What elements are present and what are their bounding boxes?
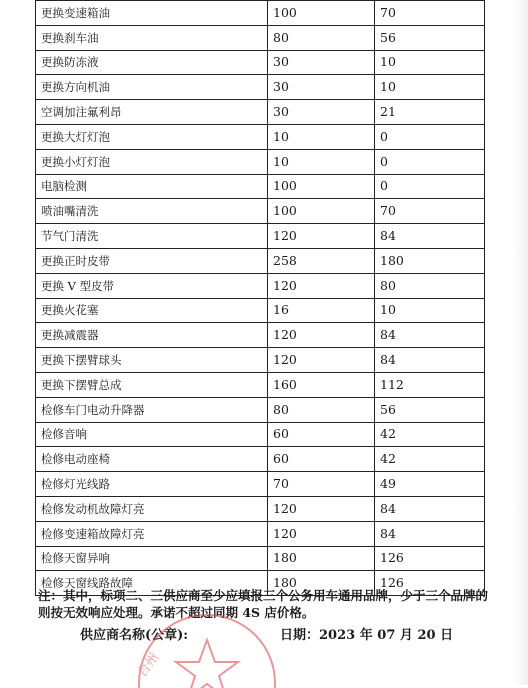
discount-price-cell: 49	[375, 472, 485, 497]
discount-price-cell: 0	[375, 174, 485, 199]
price-cell: 120	[268, 323, 375, 348]
discount-price-cell: 112	[375, 372, 485, 397]
table-row	[36, 372, 485, 397]
service-item-cell: 检修电动座椅	[36, 447, 268, 472]
service-item-cell: 更换火花塞	[36, 298, 268, 323]
table-row	[36, 298, 485, 323]
price-cell: 120	[268, 224, 375, 249]
service-item-cell: 更换变速箱油	[36, 1, 268, 26]
service-item-cell: 更换大灯灯泡	[36, 124, 268, 149]
price-table-body	[36, 1, 485, 596]
price-cell: 120	[268, 496, 375, 521]
table-row	[36, 422, 485, 447]
price-cell: 10	[268, 149, 375, 174]
table-row	[36, 75, 485, 100]
discount-price-cell: 70	[375, 199, 485, 224]
discount-price-cell: 0	[375, 149, 485, 174]
table-row	[36, 273, 485, 298]
service-item-cell: 检修音响	[36, 422, 268, 447]
service-item-cell: 更换下摆臂总成	[36, 372, 268, 397]
price-cell: 120	[268, 521, 375, 546]
discount-price-cell: 84	[375, 224, 485, 249]
service-item-cell: 喷油嘴清洗	[36, 199, 268, 224]
discount-price-cell: 84	[375, 348, 485, 373]
table-row	[36, 224, 485, 249]
discount-price-cell: 56	[375, 397, 485, 422]
date-day-unit: 日	[440, 628, 454, 643]
discount-price-cell: 21	[375, 100, 485, 125]
price-cell: 30	[268, 50, 375, 75]
price-cell: 180	[268, 571, 375, 596]
price-cell: 30	[268, 100, 375, 125]
discount-price-cell: 10	[375, 298, 485, 323]
discount-price-cell: 126	[375, 546, 485, 571]
table-row	[36, 100, 485, 125]
price-cell: 160	[268, 372, 375, 397]
table-row	[36, 348, 485, 373]
price-cell: 70	[268, 472, 375, 497]
table-row	[36, 1, 485, 26]
service-item-cell: 更换方向机油	[36, 75, 268, 100]
service-item-cell: 节气门清洗	[36, 224, 268, 249]
scan-edge-shadow	[514, 0, 528, 685]
discount-price-cell: 180	[375, 248, 485, 273]
service-item-cell: 空调加注氟利昂	[36, 100, 268, 125]
price-cell: 30	[268, 75, 375, 100]
table-row	[36, 397, 485, 422]
table-row	[36, 447, 485, 472]
date-day: 20	[417, 628, 436, 643]
table-row	[36, 521, 485, 546]
service-item-cell: 更换下摆臂球头	[36, 348, 268, 373]
price-cell: 10	[268, 124, 375, 149]
service-item-cell: 检修天窗异响	[36, 546, 268, 571]
service-item-cell: 更换 V 型皮带	[36, 273, 268, 298]
service-item-cell: 更换小灯灯泡	[36, 149, 268, 174]
discount-price-cell: 80	[375, 273, 485, 298]
price-cell: 100	[268, 199, 375, 224]
service-item-cell: 检修发动机故障灯亮	[36, 496, 268, 521]
supplier-name-label: 供应商名称(公章):	[80, 628, 189, 643]
service-item-cell: 更换防冻液	[36, 50, 268, 75]
date-label: 日期：	[280, 628, 320, 643]
service-item-cell: 检修灯光线路	[36, 472, 268, 497]
table-row	[36, 50, 485, 75]
table-row	[36, 174, 485, 199]
discount-price-cell: 70	[375, 1, 485, 26]
table-row	[36, 124, 485, 149]
discount-price-cell: 0	[375, 124, 485, 149]
discount-price-cell: 126	[375, 571, 485, 596]
discount-price-cell: 10	[375, 75, 485, 100]
price-cell: 16	[268, 298, 375, 323]
service-item-cell: 电脑检测	[36, 174, 268, 199]
price-cell: 120	[268, 273, 375, 298]
discount-price-cell: 56	[375, 25, 485, 50]
table-row	[36, 323, 485, 348]
discount-price-cell: 84	[375, 496, 485, 521]
discount-price-cell: 42	[375, 447, 485, 472]
table-row	[36, 496, 485, 521]
table-row	[36, 199, 485, 224]
seal-stamp-icon	[122, 598, 292, 688]
date-month-unit: 月	[399, 628, 413, 643]
table-row	[36, 248, 485, 273]
price-cell: 100	[268, 174, 375, 199]
date-year-unit: 年	[359, 628, 373, 643]
price-cell: 80	[268, 25, 375, 50]
service-item-cell: 检修变速箱故障灯亮	[36, 521, 268, 546]
price-table	[35, 0, 485, 596]
service-item-cell: 更换刹车油	[36, 25, 268, 50]
discount-price-cell: 84	[375, 323, 485, 348]
company-seal	[122, 598, 292, 688]
price-cell: 180	[268, 546, 375, 571]
table-row	[36, 149, 485, 174]
table-row	[36, 25, 485, 50]
date-month: 07	[377, 628, 396, 643]
price-cell: 80	[268, 397, 375, 422]
price-cell: 60	[268, 447, 375, 472]
discount-price-cell: 84	[375, 521, 485, 546]
price-cell: 100	[268, 1, 375, 26]
table-row	[36, 546, 485, 571]
service-item-cell: 检修天窗线路故障	[36, 571, 268, 596]
service-item-cell: 检修车门电动升降器	[36, 397, 268, 422]
date-year: 2023	[319, 628, 356, 643]
table-row	[36, 472, 485, 497]
service-item-cell: 更换减震器	[36, 323, 268, 348]
price-cell: 258	[268, 248, 375, 273]
price-cell: 120	[268, 348, 375, 373]
discount-price-cell: 42	[375, 422, 485, 447]
note-text: 注：其中，标项二、三供应商至少应填报三个公务用车通用品牌，少于三个品牌的则按无效响应处理。承诺不超过同期 4S 店价格。	[38, 588, 489, 620]
date-field	[280, 624, 453, 643]
price-cell: 60	[268, 422, 375, 447]
seal-text: 台州	[134, 650, 163, 681]
discount-price-cell: 10	[375, 50, 485, 75]
service-item-cell: 更换正时皮带	[36, 248, 268, 273]
